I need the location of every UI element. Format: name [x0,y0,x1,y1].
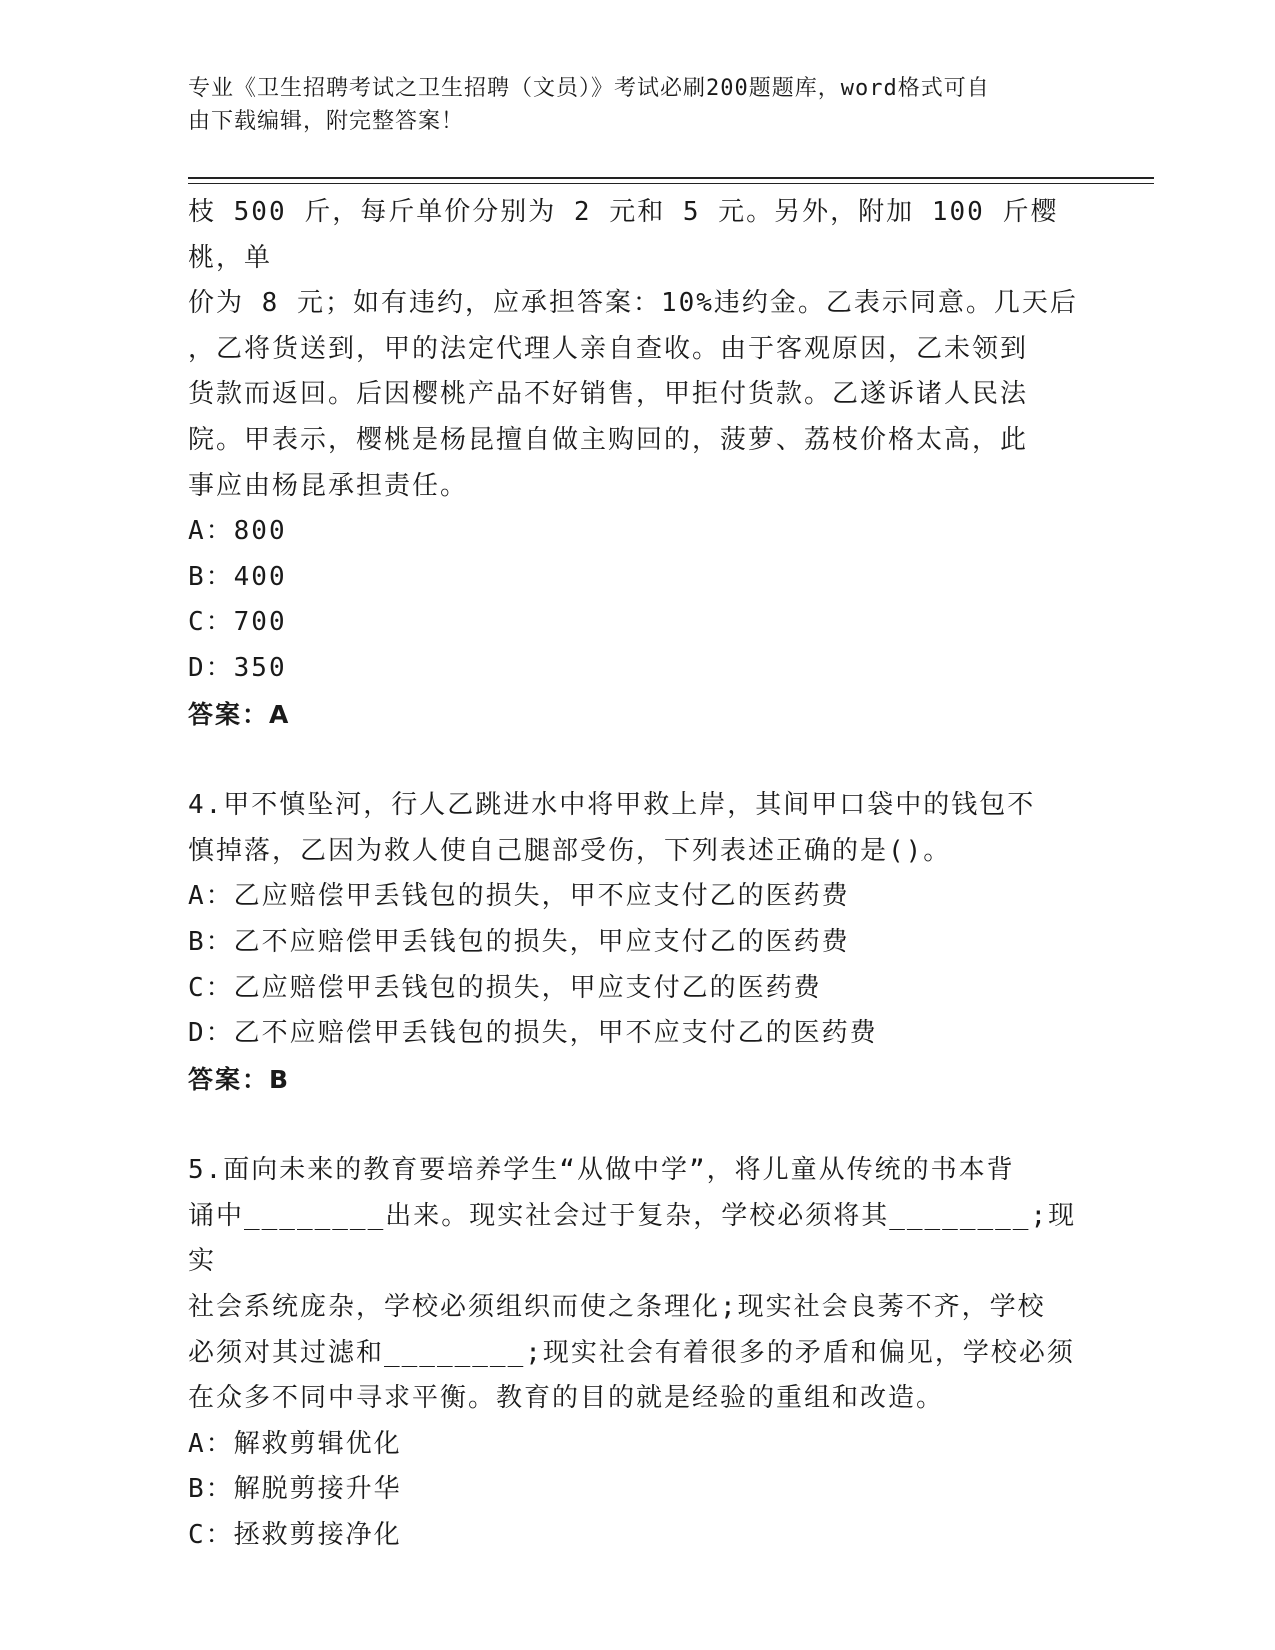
question-3-line: 价为 8 元；如有违约，应承担答案：10%违约金。乙表示同意。几天后 [188,288,1078,319]
document-header [188,72,1068,138]
question-3-option-b: B：400 [188,561,287,592]
question-3-line: 货款而返回。后因樱桃产品不好销售，甲拒付货款。乙遂诉诸人民法 [188,379,1029,410]
header-line-2: 由下载编辑，附完整答案！ [188,109,465,134]
header-line-1: 专业《卫生招聘考试之卫生招聘（文员）》考试必刷200题题库，word格式可自 [188,76,990,101]
question-4-option-c: C：乙应赔偿甲丢钱包的损失，甲应支付乙的医药费 [188,972,822,1003]
question-4-option-b: B：乙不应赔偿甲丢钱包的损失，甲应支付乙的医药费 [188,926,850,957]
question-3-line: 事应由杨昆承担责任。 [188,470,469,501]
question-5-option-b: B：解脱剪接升华 [188,1474,402,1505]
spacer [188,737,1088,783]
question-3-option-c: C：700 [188,607,287,638]
question-5-line: 必须对其过滤和________;现实社会有着很多的矛盾和偏见，学校必须 [188,1337,1075,1368]
question-4-option-a: A：乙应赔偿甲丢钱包的损失，甲不应支付乙的医药费 [188,881,850,912]
header-divider-thin [188,183,1154,184]
question-4-line: 4.甲不慎坠河，行人乙跳进水中将甲救上岸，其间甲口袋中的钱包不 [188,790,1036,821]
question-3-line: 枝 500 斤，每斤单价分别为 2 元和 5 元。另外，附加 100 斤樱桃，单 [188,197,1059,273]
question-4-option-d: D：乙不应赔偿甲丢钱包的损失，甲不应支付乙的医药费 [188,1018,878,1049]
question-3-option-d: D：350 [188,652,287,683]
question-5-option-c: C：拯救剪接净化 [188,1520,402,1551]
question-4-answer: 答案：B [188,1064,291,1094]
question-5-line: 诵中________出来。现实社会过于复杂，学校必须将其________;现实 [188,1200,1077,1277]
question-5-line: 在众多不同中寻求平衡。教育的目的就是经验的重组和改造。 [188,1383,945,1414]
spacer [188,1102,1088,1148]
question-5-option-a: A：解救剪辑优化 [188,1428,402,1459]
question-5-line: 5.面向未来的教育要培养学生“从做中学”，将儿童从传统的书本背 [188,1155,1015,1186]
question-3-line: 院。甲表示，樱桃是杨昆擅自做主购回的，菠萝、荔枝价格太高，此 [188,424,1029,455]
document-body [188,190,1088,1559]
question-4 [188,783,1088,1102]
question-5 [188,1148,1088,1558]
header-divider-thick [188,177,1154,179]
question-3-answer: 答案：A [188,699,291,729]
question-5-line: 社会系统庞杂，学校必须组织而使之条理化;现实社会良莠不齐，学校 [188,1292,1046,1323]
question-3 [188,190,1088,737]
question-4-line: 慎掉落，乙因为救人使自己腿部受伤，下列表述正确的是()。 [188,835,952,866]
question-3-option-a: A：800 [188,516,287,547]
question-3-line: ，乙将货送到，甲的法定代理人亲自查收。由于客观原因，乙未领到 [188,333,1029,364]
